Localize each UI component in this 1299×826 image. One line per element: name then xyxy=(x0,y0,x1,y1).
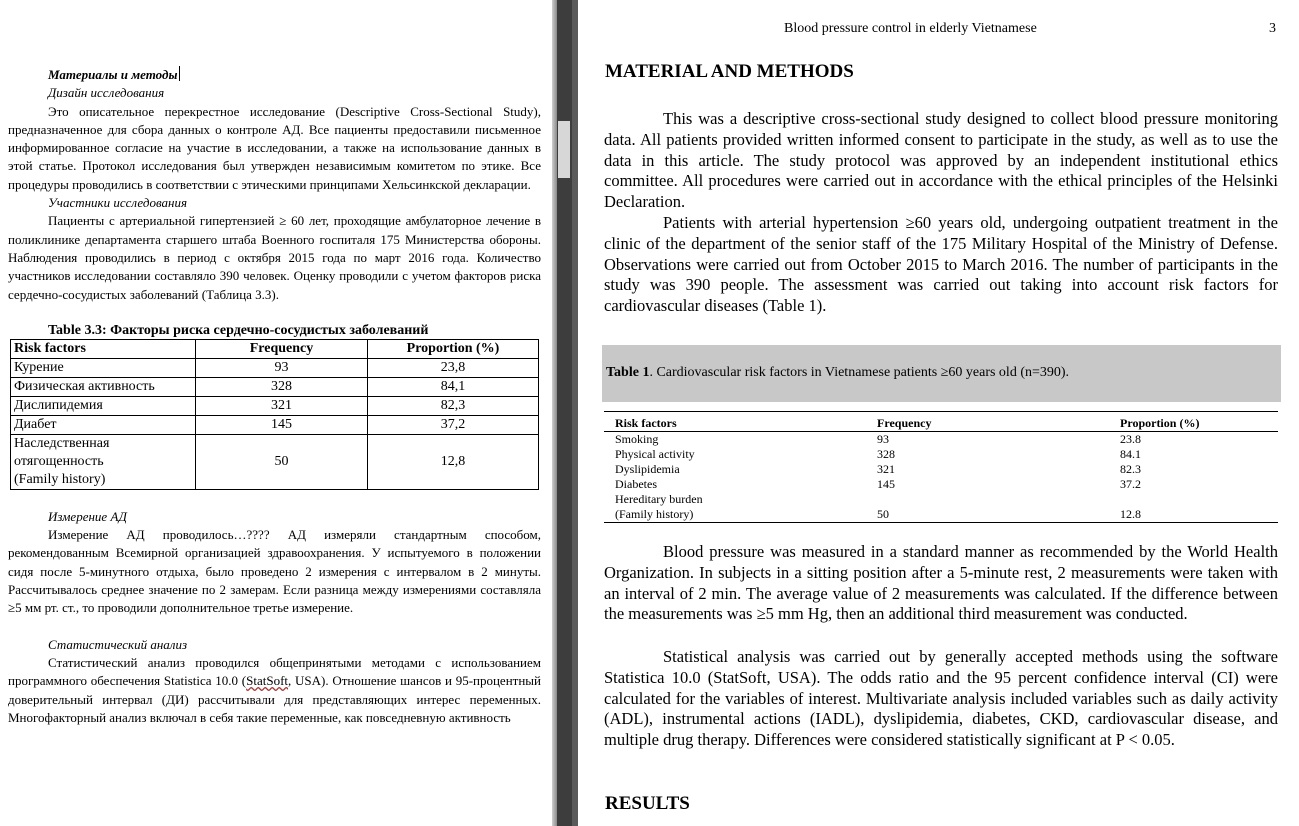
en-cell-factor: Diabetes xyxy=(615,477,657,491)
table-row xyxy=(604,477,1278,492)
en-col-risk-factors: Risk factors xyxy=(615,416,677,430)
table-row xyxy=(604,447,1278,462)
ru-cell-proportion: 82,3 xyxy=(368,396,539,415)
ru-risk-factors-table xyxy=(10,339,539,490)
table-row xyxy=(11,415,539,434)
english-manuscript-page xyxy=(578,0,1299,826)
table-row xyxy=(11,396,539,415)
spellcheck-flagged-word[interactable]: StatSoft xyxy=(246,673,289,689)
table-row xyxy=(604,492,1278,507)
en-cell-frequency: 50 xyxy=(877,507,889,521)
ru-cell-proportion: 84,1 xyxy=(368,377,539,396)
ru-cell-proportion: 37,2 xyxy=(368,415,539,434)
table-caption xyxy=(606,365,1069,381)
russian-document-body[interactable] xyxy=(8,0,541,727)
ru-table-title: Table 3.3: Факторы риска сердечно-сосудистых заболеваний xyxy=(48,322,429,338)
table-row xyxy=(604,432,1278,447)
en-col-frequency: Frequency xyxy=(877,416,932,430)
ru-paragraph-participants: Пациенты с артериальной гипертензией ≥ 60 лет, проходящие амбулаторное лечение в поликлинике департамента старшего штаба Военного госпиталя 175 Министерства обороны. Наблюдения проводились в период с октября 2015 года по март 2016 года. Количество участников исследовании составляло 390 человек. Оценку проводили с учетом факторов риска сердечно-сосудистых заболеваний (Таблица 3.3). xyxy=(8,213,541,302)
ru-subheading-participants: Участники исследования xyxy=(48,195,187,211)
ru-stats-text-b: , USA). Отношение шансов и 95-процентный доверительный интервал (ДИ) рассчитывали для представляющих интерес переменных. Многофакторный анализ включал в себя такие переменные, как повседневную активность xyxy=(8,673,541,725)
ru-col-proportion: Proportion (%) xyxy=(368,339,539,358)
en-cell-factor: (Family history) xyxy=(615,507,694,521)
section-heading-methods: MATERIAL AND METHODS xyxy=(605,61,854,82)
text-cursor xyxy=(179,66,180,81)
en-cell-frequency: 93 xyxy=(877,432,889,446)
en-cell-proportion: 82.3 xyxy=(1120,462,1141,476)
ru-cell-proportion: 12,8 xyxy=(368,434,539,489)
ru-cell-frequency: 93 xyxy=(196,358,368,377)
ru-cell-proportion: 23,8 xyxy=(368,358,539,377)
en-cell-frequency: 321 xyxy=(877,462,895,476)
ru-cell-factor: Физическая активность xyxy=(11,377,196,396)
russian-document-editor[interactable] xyxy=(0,0,557,826)
ru-cell-factor: Курение xyxy=(11,358,196,377)
en-cell-factor: Hereditary burden xyxy=(615,492,703,506)
en-paragraph-bp: Blood pressure was measured in a standard manner as recommended by the World Health Organization. In subjects in a sitting position after a 5-minute rest, 2 measurements were taken with an interval of 2 min. The average value of 2 measurements was calculated. If the difference between the measurements was ≥5 mm Hg, then an additional third measurement was conducted. xyxy=(604,542,1278,624)
section-heading-results: RESULTS xyxy=(605,793,690,814)
en-cell-factor: Smoking xyxy=(615,432,659,446)
en-paragraph-design: This was a descriptive cross-sectional study designed to collect blood pressure monitoring data. All patients provided written informed consent to participate in the study, as well as to use the data in this article. The study protocol was approved by an independent institutional ethics committee. All procedures were carried out in accordance with the ethical principles of the Helsinki Declaration. xyxy=(604,109,1278,212)
en-risk-factors-table xyxy=(604,411,1278,523)
en-cell-proportion: 12.8 xyxy=(1120,507,1141,521)
ru-factor-line: (Family history) xyxy=(14,471,106,487)
en-cell-frequency: 328 xyxy=(877,447,895,461)
ru-cell-frequency: 321 xyxy=(196,396,368,415)
en-cell-factor: Physical activity xyxy=(615,447,695,461)
scrollbar-thumb[interactable] xyxy=(558,121,570,178)
ru-table-header-row xyxy=(11,339,539,358)
ru-subheading-bp: Измерение АД xyxy=(48,508,127,524)
en-cell-frequency: 145 xyxy=(877,477,895,491)
en-paragraph-stats: Statistical analysis was carried out by generally accepted methods using the software Statistica 10.0 (StatSoft, USA). The odds ratio and the 95 percent confidence interval (CI) were calculated for the variables of interest. Multivariate analysis included variables such as daily activity (ADL), instrumental actions (IADL), dyslipidemia, diabetes, CKD, cardiovascular disease, and multiple drug therapy. Differences were considered statistically significant at P < 0.05. xyxy=(604,647,1278,750)
table-row xyxy=(11,377,539,396)
table-caption-label: Table 1 xyxy=(606,365,650,380)
table-caption-bar xyxy=(602,345,1281,402)
ru-section-heading: Материалы и методы xyxy=(48,67,178,82)
ru-factor-line: Наследственная xyxy=(14,435,110,451)
table-row xyxy=(604,462,1278,477)
en-paragraph-participants: Patients with arterial hypertension ≥60 years old, undergoing outpatient treatment in the clinic of the department of the senior staff of the 175 Military Hospital of the Ministry of Defense. Observations were carried out from October 2015 to March 2016. The number of participants in the study was 390 people. The assessment was carried out taking into account risk factors for cardiovascular diseases (Table 1). xyxy=(604,213,1278,316)
ru-cell-factor-multiline xyxy=(11,434,196,489)
running-title: Blood pressure control in elderly Vietnamese xyxy=(784,21,1037,36)
table-row xyxy=(604,507,1278,523)
en-cell-factor: Dyslipidemia xyxy=(615,462,680,476)
ru-cell-frequency: 328 xyxy=(196,377,368,396)
en-table-header-row xyxy=(604,416,1278,432)
ru-stats-text-a: Статистический анализ проводился общепринятыми методами с использованием программного обеспечения Statistica 10.0 ( xyxy=(8,654,541,689)
ru-subheading-stats: Статистический анализ xyxy=(48,636,188,652)
ru-paragraph-bp: Измерение АД проводилось…???? АД измеряли стандартным способом, рекомендованным Всемирной организацией здравоохранения. У испытуемого в положении сидя после 5-минутного отдыха, было проведено 2 измерения с интервалом в 2 минуты. Рассчитывалось среднее значение по 2 замерам. Если разница между измерениями составляла ≥5 мм рт. ст., то проводили дополнительное третье измерение. xyxy=(8,527,541,616)
ru-cell-frequency: 50 xyxy=(196,434,368,489)
en-cell-proportion: 84.1 xyxy=(1120,447,1141,461)
ru-factor-line: отягощенность xyxy=(14,453,104,469)
ru-col-risk-factors: Risk factors xyxy=(11,339,196,358)
en-cell-proportion: 37.2 xyxy=(1120,477,1141,491)
page-number: 3 xyxy=(1269,21,1276,36)
ru-col-frequency: Frequency xyxy=(196,339,368,358)
ru-paragraph-stats xyxy=(8,654,541,727)
table-row xyxy=(11,358,539,377)
ru-paragraph-design: Это описательное перекрестное исследование (Descriptive Cross-Sectional Study), предназначенное для сбора данных о контроле АД. Все пациенты предоставили письменное информированное согласие на участие в исследовании, а также на использование данных в этой статье. Протокол исследования был утвержден независимым комитетом по этике. Все процедуры проводились в соответствии с этическими принципами Хельсинкской декларации. xyxy=(8,103,541,192)
ru-cell-factor: Дислипидемия xyxy=(11,396,196,415)
ru-cell-frequency: 145 xyxy=(196,415,368,434)
en-col-proportion: Proportion (%) xyxy=(1120,416,1200,430)
table-caption-text: . Cardiovascular risk factors in Vietnamese patients ≥60 years old (n=390). xyxy=(649,365,1070,380)
ru-cell-factor: Диабет xyxy=(11,415,196,434)
table-row xyxy=(11,434,539,489)
ru-subheading-design: Дизайн исследования xyxy=(48,85,165,101)
en-cell-proportion: 23.8 xyxy=(1120,432,1141,446)
